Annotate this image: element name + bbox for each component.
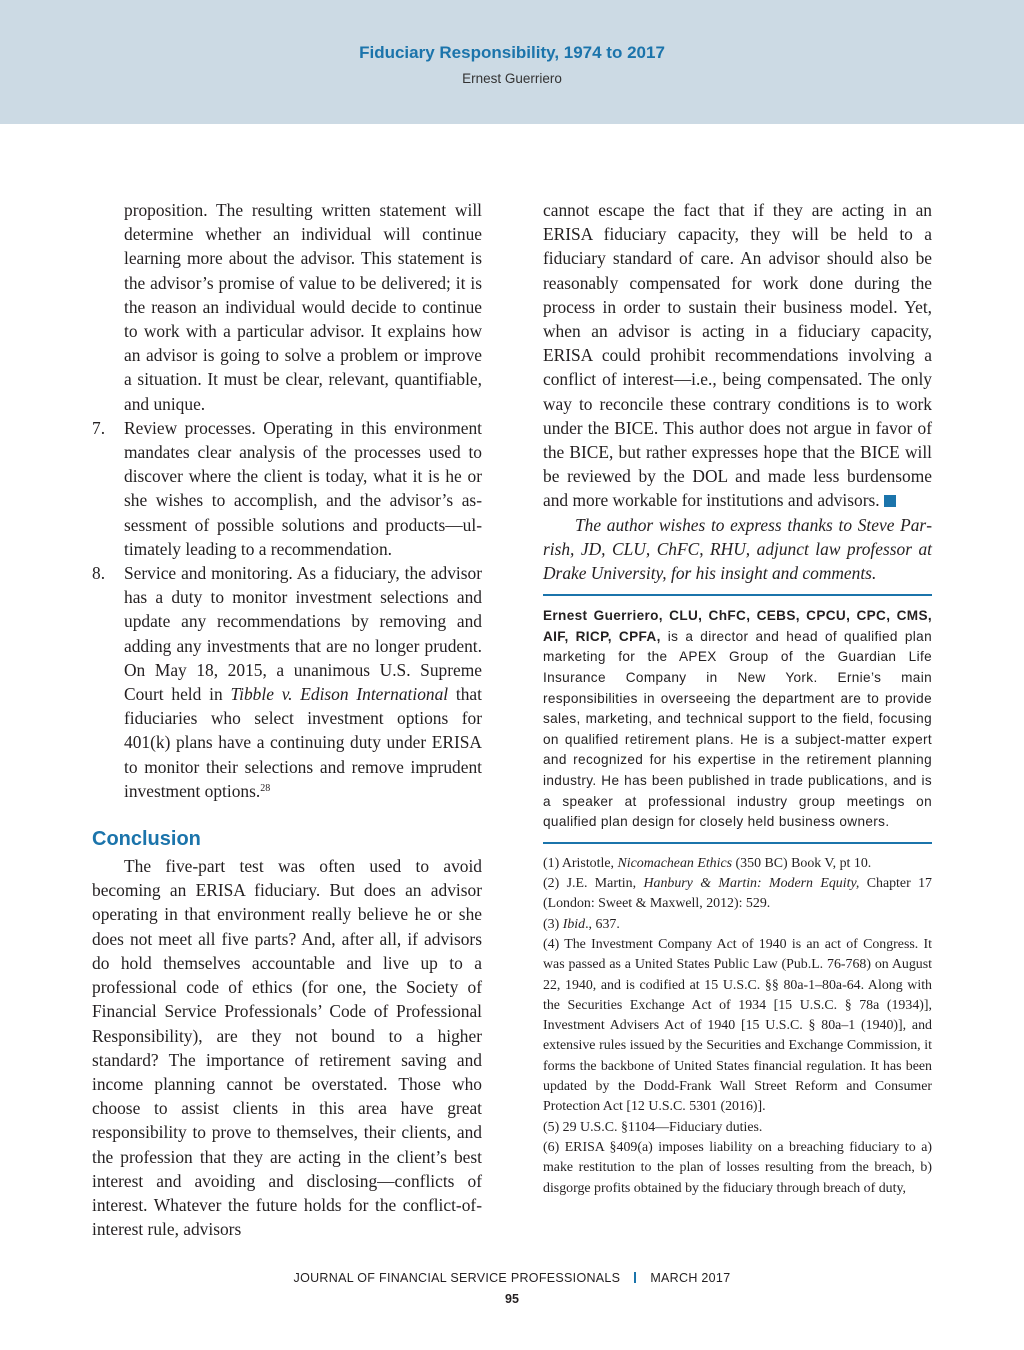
endnote: (5) 29 U.S.C. §1104—Fiduciary duties. xyxy=(543,1119,763,1135)
author-bio xyxy=(543,606,932,833)
endnote: (4) The Investment Company Act of 1940 is an act of Congress. It was passed as a United States Public Law (Pub.L. 76-768) on August 22, 1940, and is codified at 15 U.S.C. §§ 80a-1–80a-64. Along with the Securities Exchange Act of 1934 [15 U.S.C. § 78a (1934)], Investment Advisers Act of 1940 [15 U.S.C. § 80a–1 (1940)], and extensive rules issued by the Securities and Exchange Commission, it forms the backbone of United States financial regulation. It has been updated by the Dodd-Frank Wall Street Reform and Consumer Protection Act [12 U.S.C. 5301 (2016)]. xyxy=(543,936,932,1115)
list-item-6-continued xyxy=(92,198,482,416)
conclusion-paragraph-continued xyxy=(543,198,932,513)
divider xyxy=(543,842,932,844)
page-number: 95 xyxy=(505,1292,519,1306)
end-of-article-square-icon xyxy=(884,495,896,507)
footer-separator xyxy=(634,1272,636,1283)
author-bio-name: Ernest Guerriero, CLU, ChFC, CEBS, CPCU, CPC, CMS, AIF, RICP, CPFA, xyxy=(543,608,932,644)
endnote-text: (1) Aristotle, xyxy=(543,855,614,871)
endnote-text: (350 BC) Book V, pt 10. xyxy=(735,855,872,871)
acknowledgment-text: The author wishes to express thanks to Steve Parrish, JD, CLU, ChFC, RHU, adjunct law professor at Drake University, for his insight and comments. xyxy=(543,514,932,584)
endnote-text: (2) J.E. Martin, xyxy=(543,876,637,892)
running-header xyxy=(0,0,1024,124)
list-item-text: Review processes. Operating in this environment mandates clear analysis of the processes used to discover where the client is today, what it is he or she wishes to accomplish, and the advisor’s assessment of possible solutions and products—ultimately leading to a recommendation. xyxy=(124,417,482,559)
endnote-title: Nicomachean Ethics xyxy=(617,855,733,871)
list-number: 8. xyxy=(92,563,106,584)
endnote-text: Chapter 17 (London: Sweet & Maxwell, 2012): 529. xyxy=(543,876,932,912)
list-item-text: Service and monitoring. As a fiduciary, the advisor has a duty to monitor investment selections and update any recommendations by removing and adding any investments that are no longer prudent. On May 18, 2015, a unanimous U.S. Supreme Court held in xyxy=(124,563,482,705)
endnote xyxy=(543,874,932,915)
issue-date: MARCH 2017 xyxy=(650,1271,731,1285)
right-column xyxy=(543,198,932,1199)
conclusion-heading: Conclusion xyxy=(92,828,201,851)
list-item-8 xyxy=(92,561,482,803)
endnote: (6) ERISA §409(a) imposes liability on a breaching fiduciary to a) make restitution to the plan of losses resulting from the breach, b) disgorge profits obtained by the fiduciary through breach of duty, xyxy=(543,1139,932,1196)
endnote xyxy=(543,915,932,935)
list-item-text: proposition. The resulting written statement will determine whether an individual will continue learning more about the advisor. This statement is the advisor’s promise of value to be delivered; it is the reason an individual would decide to continue to work with a particular advisor. It explains how an advisor is going to solve a problem or improve a situation. It must be clear, relevant, quantifiable, and unique. xyxy=(124,200,482,414)
author-bio-text: is a director and head of qualified plan marketing for the APEX Group of the Guardian Life Insurance Company in New York. Ernie’s main responsibilities in overseeing the department are to provide sales, marketing, and technical support to the field, focusing on qualified retirement plans. He is a subject-matter expert and recognized for his expertise in the retirement planning industry. He has been published in trade publications, and is a speaker at professional industry group meetings on qualified plan design for closely held business owners. xyxy=(543,628,932,830)
page-footer xyxy=(0,1271,1024,1285)
endnotes xyxy=(543,854,932,1199)
list-item-7 xyxy=(92,416,482,561)
endnote-title: Ibid xyxy=(562,916,586,932)
endnote-text: ., 637. xyxy=(585,916,620,932)
divider xyxy=(543,594,932,596)
list-number: 7. xyxy=(92,417,106,438)
paragraph-text: cannot escape the fact that if they are acting in an ERISA fiduciary capacity, they will be held to a fiduciary standard of care. An advisor should also be reasonably compensated for work done during the process in order to sustain their business model. Yet, when an advisor is acting in a fiduciary capacity, ERISA could prohibit recommendations involving a conflict of interest—i.e., being compensated. The only way to reconcile these contrary conditions is to work under the BICE. This author does not argue in favor of the BICE, but rather expresses hope that the BICE will be reviewed by the DOL and made less burdensome and more workable for institutions and advisors. xyxy=(543,200,932,511)
endnote xyxy=(543,854,932,874)
conclusion-paragraph: The five-part test was often used to avoid becoming an ERISA fiduciary. But does an advisor operating in that environment really believe he or she does not meet all five parts? And, after all, if advisors do hold themselves accountable and live up to a professional code of ethics (for one, the Society of Financial Service Professionals’ Code of Professional Responsibility), are they not bound to a higher standard? The importance of retirement saving and income planning cannot be overstated. Those who choose to assist clients in this area have great responsibility to prove to themselves, their clients, and the profession that they are acting in the client’s best interest and avoiding and disclosing—conflicts of interest. Whatever the future holds for the conflict-of-interest rule, advisors xyxy=(92,856,482,1240)
left-column xyxy=(92,198,482,1241)
article-title: Fiduciary Responsibility, 1974 to 2017 xyxy=(359,43,665,62)
footnote-reference: 28 xyxy=(260,782,271,794)
journal-name: JOURNAL OF FINANCIAL SERVICE PROFESSIONALS xyxy=(293,1271,621,1285)
article-author: Ernest Guerriero xyxy=(462,71,562,86)
endnote-text: (3) xyxy=(543,916,560,932)
acknowledgment xyxy=(543,513,932,586)
case-name: Tibble v. Edison International xyxy=(230,684,449,705)
endnote-title: Hanbury & Martin: Modern Equity, xyxy=(643,876,860,892)
list-item-text: that fiduciaries who select investment options for 401(k) plans have a continuing duty under ERISA to monitor their selections and remove imprudent investment options. xyxy=(124,684,482,801)
